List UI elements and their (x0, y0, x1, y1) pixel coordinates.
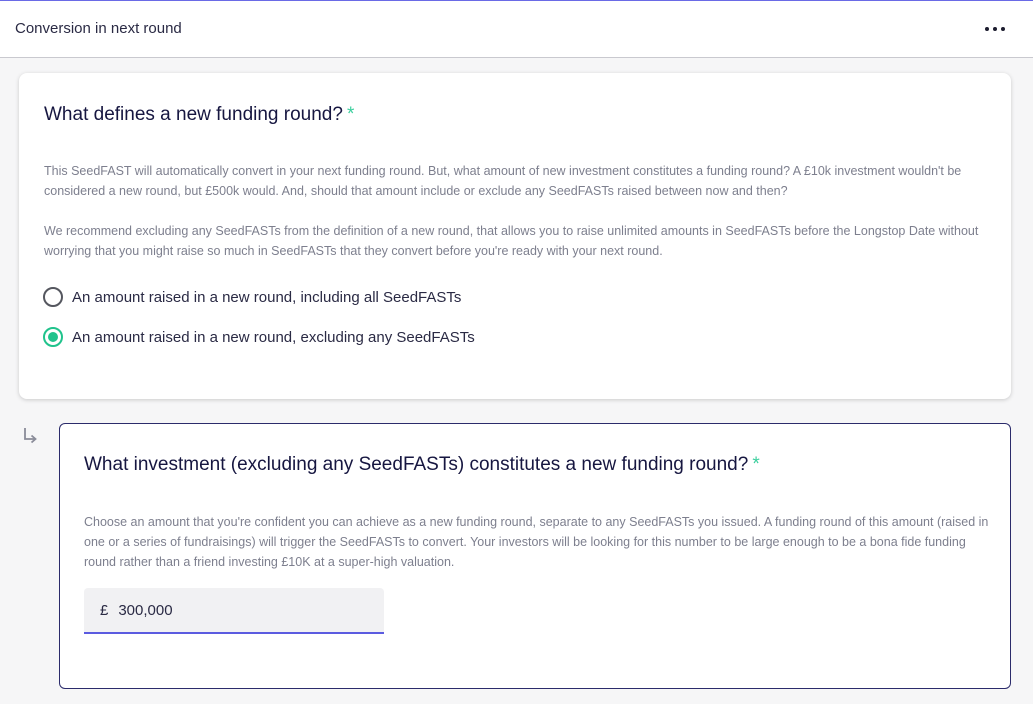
radio-option-excluding[interactable] (43, 327, 475, 347)
question-card-funding-round (19, 73, 1011, 399)
page-title: Conversion in next round (15, 20, 182, 37)
question-description: Choose an amount that you're confident you can achieve as a new funding round, separate to any SeedFASTs you issued. A funding round of this amount (raised in one or a series of fundraisings) will trigger the SeedFASTs to convert. Your investors will be looking for this number to be large enough to be a bona fide funding round rather than a friend investing £10K at a super-high valuation. (84, 515, 989, 569)
question-title (44, 104, 354, 126)
more-dot (993, 27, 997, 31)
radio-label: An amount raised in a new round, including all SeedFASTs (72, 288, 462, 306)
radio-button-checked[interactable] (43, 327, 63, 347)
radio-option-including[interactable] (43, 287, 461, 307)
question-description: This SeedFAST will automatically convert in your next funding round. But, what amount of new investment constitutes a funding round? A £10k investment wouldn't be considered a new round, but £500k would. And, should that amount include or exclude any SeedFASTs raised between now and then? (44, 164, 962, 198)
top-bar (0, 0, 1033, 58)
amount-input-field[interactable] (84, 588, 384, 634)
required-asterisk: * (752, 454, 760, 475)
amount-input[interactable] (118, 602, 348, 619)
more-dot (985, 27, 989, 31)
question-card-investment-amount (59, 423, 1011, 689)
radio-button[interactable] (43, 287, 63, 307)
question-title-text: What investment (excluding any SeedFASTs) constitutes a new funding round? (84, 454, 749, 475)
radio-label: An amount raised in a new round, excluding any SeedFASTs (72, 328, 475, 346)
required-asterisk: * (346, 104, 355, 125)
more-dot (1001, 27, 1005, 31)
question-title (84, 454, 760, 476)
currency-symbol: £ (100, 601, 109, 619)
question-title-text: What defines a new funding round? (44, 104, 343, 125)
subdirectory-arrow-right-icon (21, 426, 39, 446)
question-recommendation: We recommend excluding any SeedFASTs from the definition of a new round, that allows you to raise unlimited amounts in SeedFASTs before the Longstop Date without worrying that you might raise so much in SeedFASTs that they convert before you're ready with your next round. (44, 224, 979, 258)
more-options-icon[interactable] (985, 21, 1005, 37)
